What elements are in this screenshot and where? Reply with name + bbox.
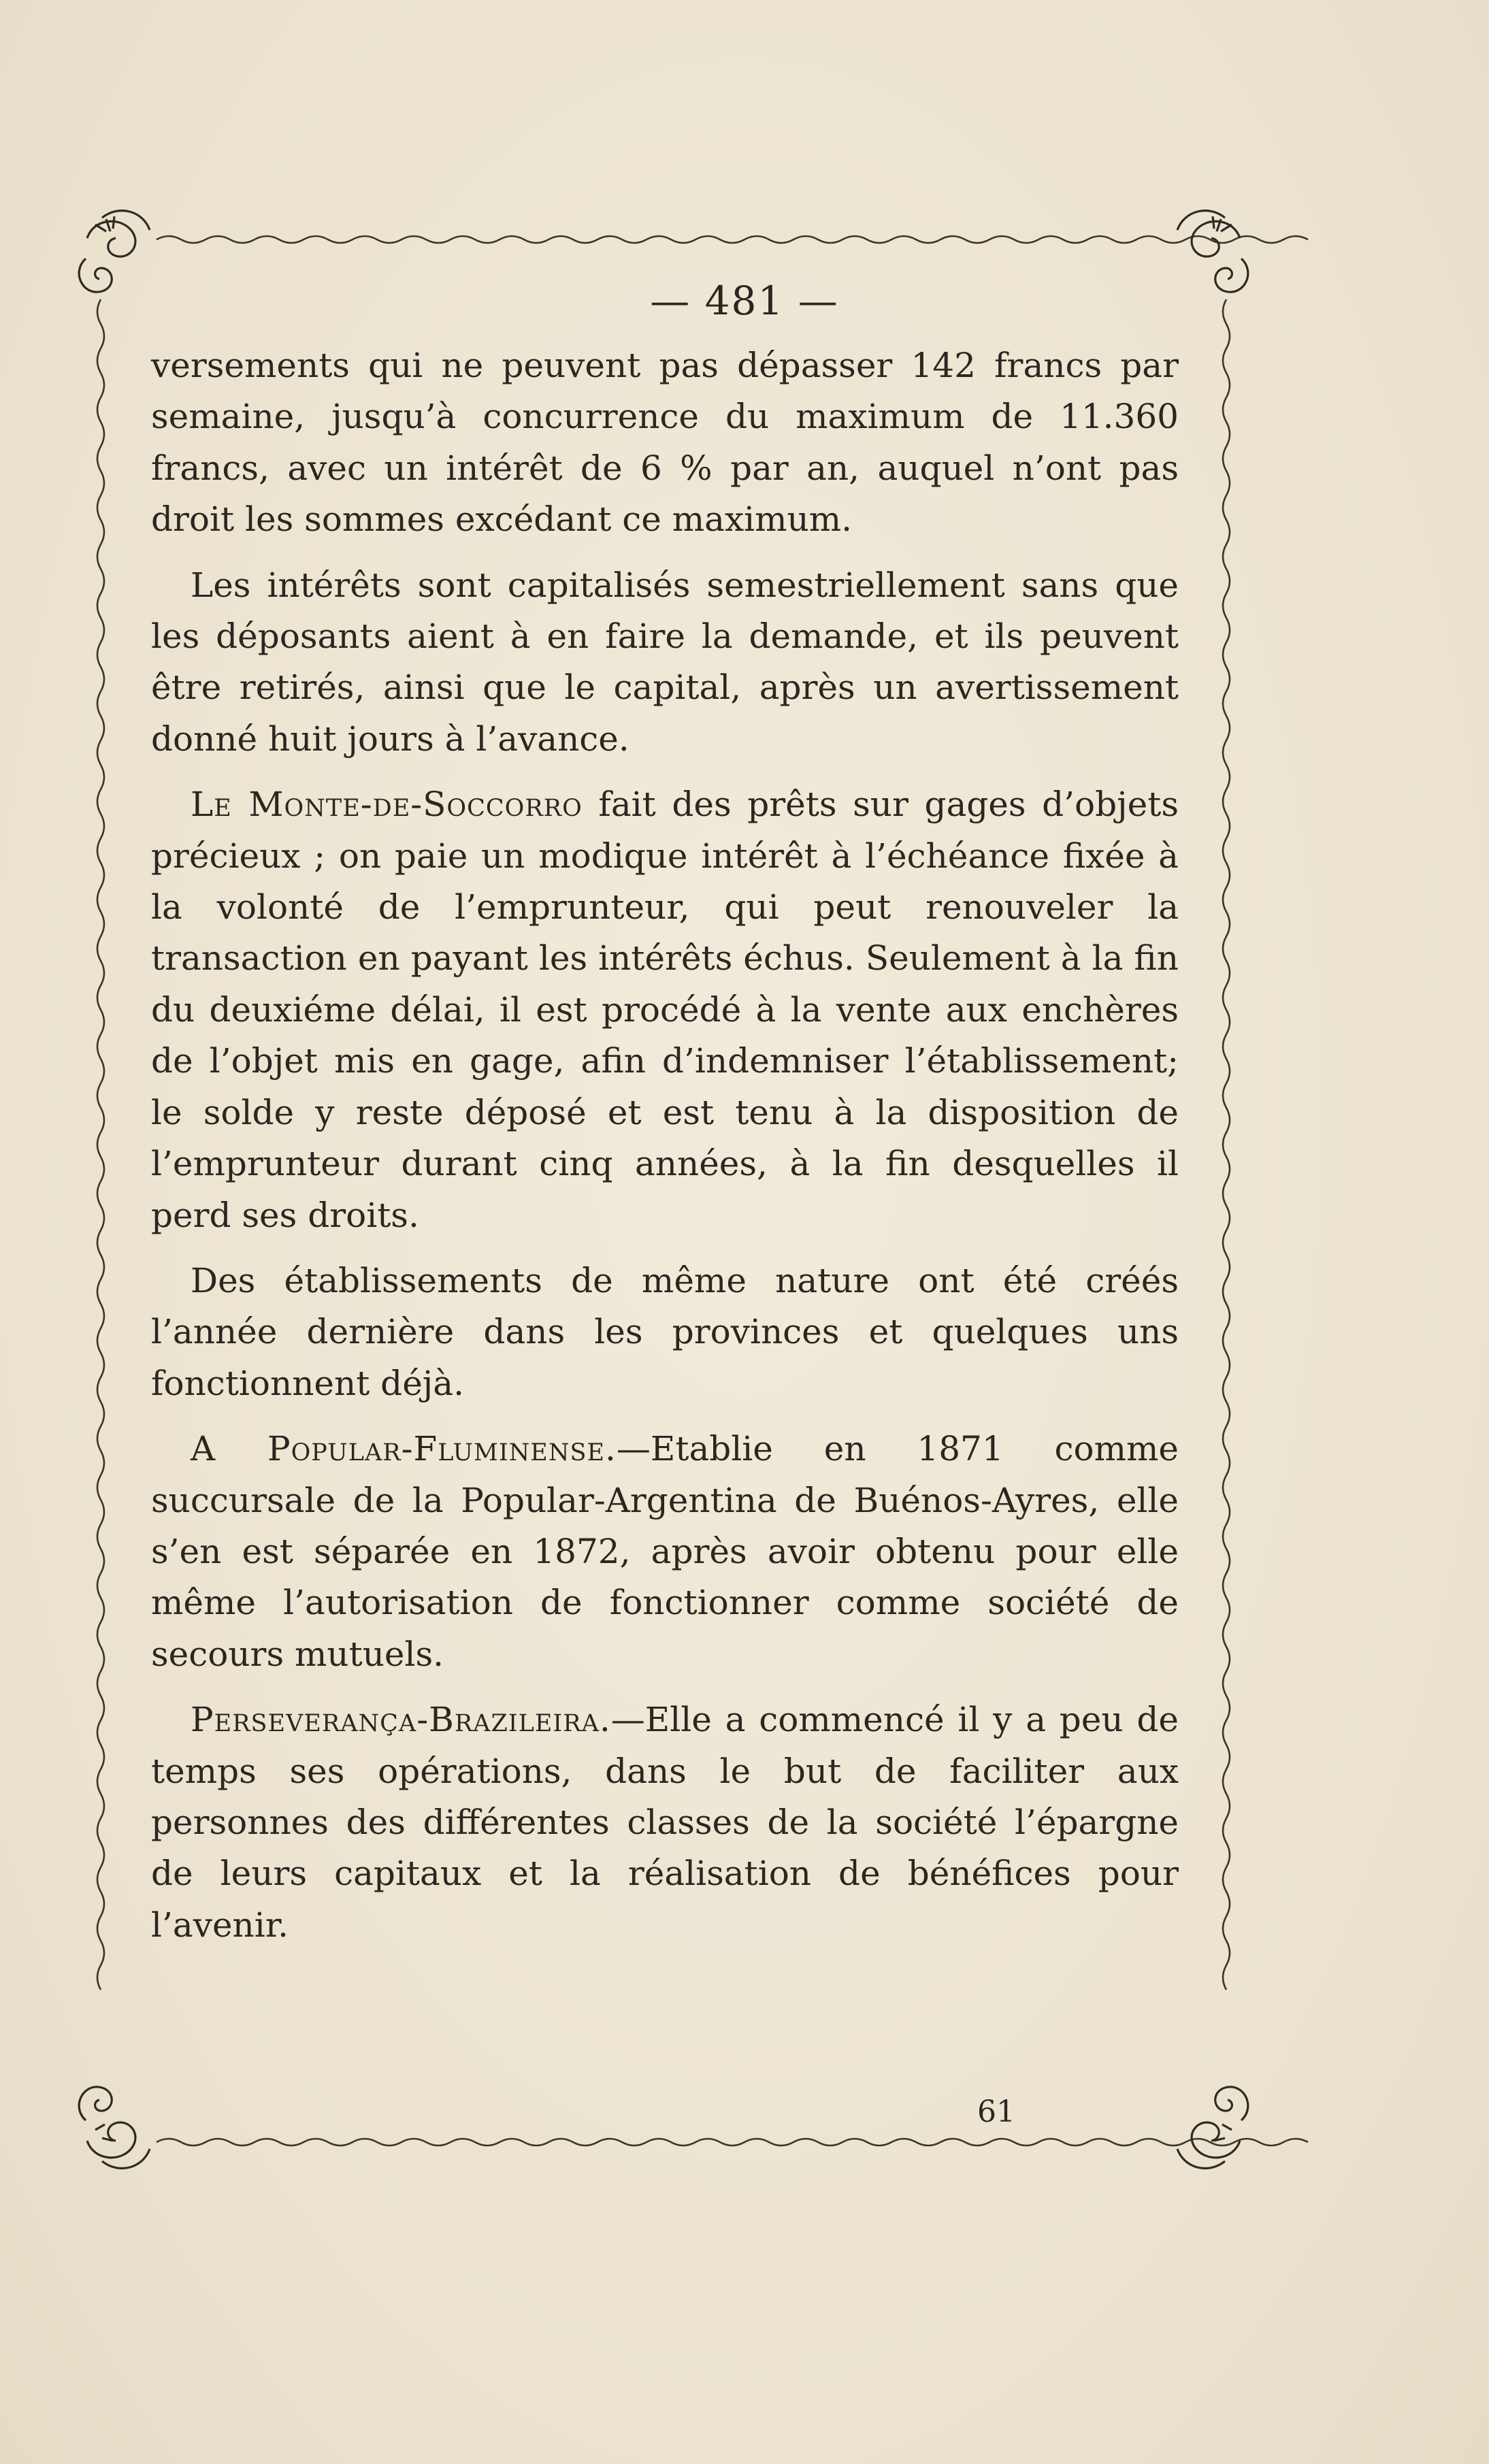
paragraph-text: Des établissements de même nature ont été créés l’année dernière dans les provinces et quelques uns fonctionnent déjà. [151, 1260, 1179, 1403]
paragraph-provinces [151, 1255, 1179, 1409]
paragraph-text: versements qui ne peuvent pas dépasser 142 francs par semaine, jusqu’à concurrence du maximum de 11.360 francs, avec un intérêt de 6 % par an, auquel n’ont pas droit les sommes excédant ce maximum. [151, 346, 1179, 540]
paragraph-heading: Le Monte-de-Soccorro [191, 785, 583, 825]
page-number: — 481 — [650, 278, 839, 324]
paragraph-popular-fluminense [151, 1424, 1179, 1680]
paragraph-heading: Perseverança-Brazileira. [191, 1700, 611, 1740]
bottom-wavy-rule [157, 2139, 1308, 2146]
paragraph-text: —Elle a commencé il y a peu de temps ses opérations, dans le but de faciliter aux personnes des différentes classes de la société l’épargne de leurs capitaux et la réalisation de bénéfices pour l’avenir. [151, 1700, 1179, 1945]
paragraph-text: —Etablie en 1871 comme succursale de la Popular-Argentina de Buénos-Ayres, elle s’en est séparée en 1872, après avoir obtenu pour elle même l’autorisation de fonctionner comme société de secours mutuels. [151, 1429, 1179, 1674]
paragraph-heading: A Popular-Fluminense. [191, 1429, 617, 1469]
body-text [151, 340, 1179, 1965]
paragraph-text: fait des prêts sur gages d’objets précieux ; on paie un modique intérêt à l’échéance fixée à la volonté de l’emprunteur, qui peut renouveler la transaction en payant les intérêts échus. Seulement à la fin du deuxiéme délai, il est procédé à la vente aux enchères de l’objet mis en gage, afin d’indemniser l’établissement; le solde y reste déposé et est tenu à la disposition de l’emprunteur durant cinq années, à la fin desquelles il perd ses droits. [151, 785, 1179, 1235]
paragraph-deposits-continued [151, 340, 1179, 546]
paragraph-text: Les intérêts sont capitalisés semestriellement sans que les déposants aient à en faire la demande, et ils peuvent être retirés, ainsi que le capital, après un avertissement donné huit jours à l’avance. [151, 565, 1179, 759]
corner-ornament-bottom-left [79, 2087, 150, 2169]
right-wavy-rule [1223, 299, 1230, 1990]
paragraph-interest [151, 560, 1179, 766]
paragraph-monte-de-soccorro [151, 779, 1179, 1241]
signature-folio: 61 [977, 2095, 1015, 2129]
left-wavy-rule [97, 299, 104, 1990]
corner-ornament-bottom-right [1177, 2087, 1248, 2169]
paragraph-perseveranca [151, 1694, 1179, 1951]
top-wavy-rule [157, 236, 1308, 243]
